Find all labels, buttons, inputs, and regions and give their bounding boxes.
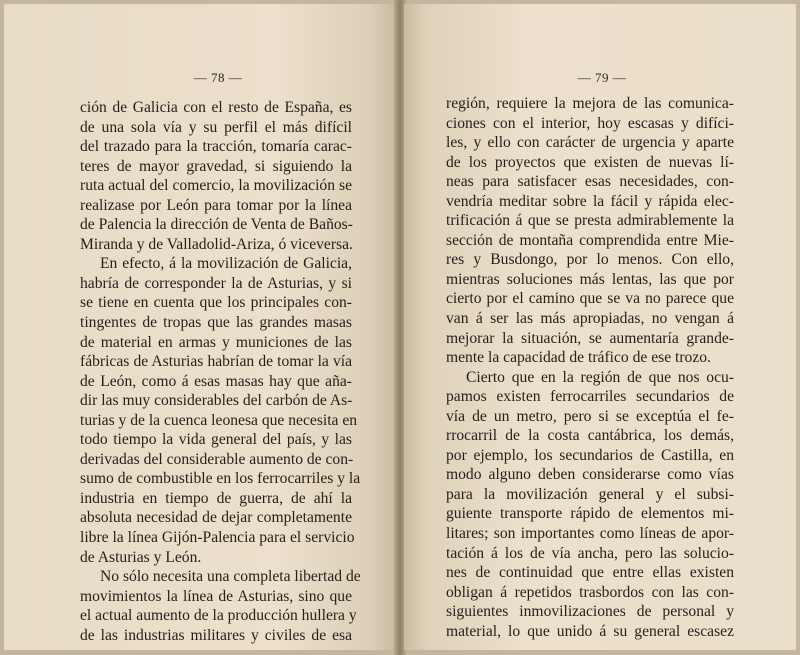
text-line: pamos existen ferrocarriles secundarios de xyxy=(446,388,734,406)
page-number-left: — 78 — xyxy=(193,70,243,85)
text-line: ruta actual del comercio, la movilización se xyxy=(80,177,352,195)
text-line: industria en tiempo de guerra, de ahí la xyxy=(80,489,352,507)
text-line: derivadas del considerable aumento de con- xyxy=(80,450,354,468)
text-line: mente la capacidad de tráfico de ese trozo. xyxy=(446,349,711,367)
text-line: vendría meditar sobre la fácil y rápida elec- xyxy=(446,192,734,210)
text-line: sumo de combustible en los ferrocarriles y la xyxy=(80,470,361,488)
text-line: región, requiere la mejora de las comunica- xyxy=(446,95,734,112)
text-line: van á ser las más apropiadas, no vengan á xyxy=(446,310,734,328)
text-line: por ejemplo, los secundarios de Castilla, en xyxy=(446,446,734,464)
text-line: de los proyectos que existen de nuevas lí- xyxy=(446,153,734,171)
text-line: Miranda y de Valladolid-Ariza, ó viceversa. xyxy=(80,235,353,253)
right-page xyxy=(404,4,796,650)
text-line: de material en armas y municiones de las xyxy=(80,333,352,351)
text-line: obligan á repetidos trasbordos con las con- xyxy=(446,583,734,601)
text-line: absoluta necesidad de dejar completamente xyxy=(80,509,352,527)
text-line: les, y ello con carácter de urgencia y aparte xyxy=(446,134,734,152)
text-line: res y Busdongo, por lo menos. Con ello, xyxy=(446,251,734,269)
text-line: En efecto, á la movilización de Galicia, xyxy=(100,255,352,273)
text-line: de las industrias militares y civiles de esa xyxy=(80,626,352,644)
text-line: dir las muy considerables del carbón de As- xyxy=(80,392,353,410)
text-line: libre la línea Gijón-Palencia para el servicio xyxy=(80,529,355,547)
text-line: nes de continuidad que entre ellas existen xyxy=(446,564,734,582)
text-line: Cierto que en la región de que nos ocu- xyxy=(466,368,734,386)
left-page xyxy=(4,4,396,650)
text-line: tación á los de vía ancha, pero las solucio- xyxy=(446,544,734,562)
text-line: turias y de la cuenca leonesa que necesita en xyxy=(80,411,358,429)
text-line: tingentes de tropas que las grandes masas xyxy=(80,314,352,332)
text-line: de León, como á esas masas hay que aña- xyxy=(80,372,352,390)
text-line: mientras soluciones más lentas, las que por xyxy=(446,270,734,288)
text-line: No sólo necesita una completa libertad de xyxy=(100,568,361,586)
text-line: siguientes inmovilizaciones de personal y xyxy=(446,603,734,621)
text-line: de Asturias y León. xyxy=(80,548,202,566)
text-line: movimientos la línea de Asturias, sino que xyxy=(80,587,352,605)
page-number-right: — 79 — xyxy=(577,70,627,85)
text-line: ción de Galicia con el resto de España, es xyxy=(80,99,352,116)
text-line: para la movilización general y el subsi- xyxy=(446,485,734,503)
text-line: material, lo que unido á su general escasez xyxy=(446,622,734,640)
right-page-text xyxy=(446,94,734,641)
text-line: habría de corresponder la de Asturias, y si xyxy=(80,274,352,292)
text-line: mejorar la situación, se aumentaría grande- xyxy=(446,329,734,347)
text-line: rrocarril de la costa cantábrica, los demás, xyxy=(446,427,734,445)
text-line: cierto por el camino que se va no parece que xyxy=(446,290,734,308)
text-line: neas para satisfacer esas necesidades, con- xyxy=(446,173,734,191)
text-line: de Palencia la dirección de Venta de Baños- xyxy=(80,216,353,234)
text-line: ciones con el interior, hoy escasas y difíci- xyxy=(446,114,734,132)
text-line: trificación á que se presta admirablemente la xyxy=(446,212,734,230)
text-line: se tiene en cuenta que los principales con- xyxy=(80,294,352,312)
text-line: el actual aumento de la producción hullera y xyxy=(80,607,357,625)
text-line: de una sola vía y su perfil el más difícil xyxy=(80,118,352,136)
text-line: modo alguno deben considerarse como vías xyxy=(446,466,734,484)
text-line: litares; son importantes como líneas de apor- xyxy=(446,525,734,543)
text-line: del trazado para la tracción, tomaría carac- xyxy=(80,138,352,156)
text-line: vía de un metro, pero si se exceptúa el fe- xyxy=(446,407,734,425)
text-line: todo tiempo la vida general del país, y las xyxy=(80,431,352,449)
text-line: fábricas de Asturias habrían de tomar la vía xyxy=(80,353,352,371)
text-line: teres de mayor gravedad, si siguiendo la xyxy=(80,157,352,175)
text-line: guiente transporte rápido de elementos mi- xyxy=(446,505,734,523)
left-page-text xyxy=(80,98,361,645)
text-line: realizase por León para tomar por la línea xyxy=(80,196,352,214)
text-line: sección de montaña comprendida entre Mie- xyxy=(446,231,734,249)
